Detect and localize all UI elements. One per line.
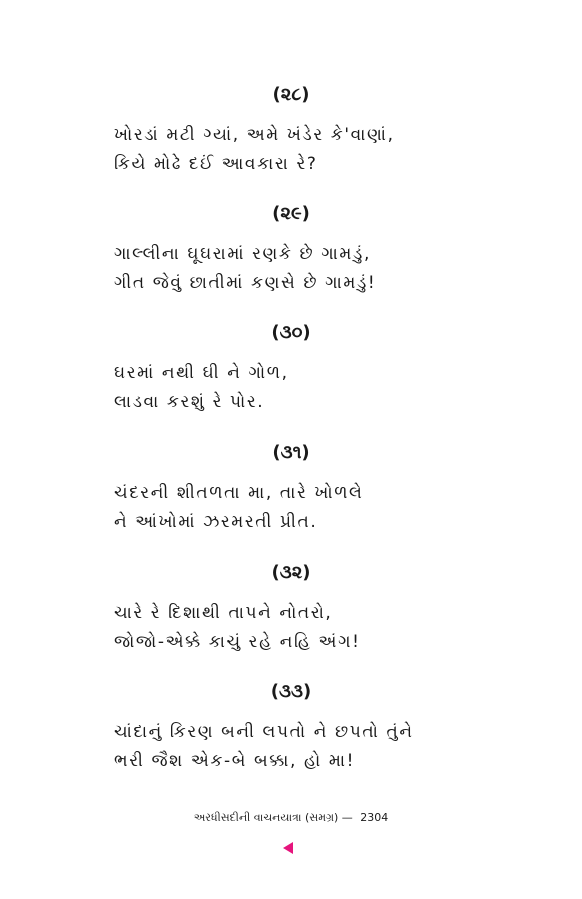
poem-line: ચારે રે દિશાથી તાપને નોતરો, [114, 603, 333, 623]
stanza-number: (૩૨) [271, 562, 311, 583]
poem-line: ખોરડાં મટી ગ્યાં, અમે ખંડેર કે'વાણાં, [114, 125, 395, 145]
stanza-number: (૩૧) [272, 442, 310, 463]
stanza-number: (૨૯) [272, 203, 310, 224]
page-footer [0, 811, 582, 825]
poem-line: ભરી જૈશ એક-બે બક્કા, હો મા! [114, 751, 356, 771]
poem-line: લાડવા કરશું રે પોર. [114, 392, 265, 412]
page-number: 2304 [360, 811, 389, 824]
poem-line: જોજો-એક્કે કાચું રહે નહિ અંગ! [114, 632, 361, 652]
poem-line: ને આંખોમાં ઝરમરતી પ્રીત. [114, 512, 318, 532]
poem-line: ઘરમાં નથી ઘી ને ગોળ, [114, 363, 289, 383]
poem-line: ચાંદાનું કિરણ બની લપતો ને છપતો તુંને [114, 722, 414, 742]
poem-line: કિયે મોઢે દઈં આવકારા રે? [114, 154, 318, 174]
poem-line: ચંદરની શીતળતા મા, તારે ખોળલે [114, 483, 364, 503]
poem-line: ગાલ્લીના ઘૂઘરામાં રણકે છે ગામડું, [114, 244, 371, 264]
footer-title: અરધીસદીની વાચનયાત્રા (સમગ્ર) — [193, 811, 353, 824]
stanza-number: (૩૩) [270, 681, 312, 702]
left-triangle-icon[interactable] [283, 842, 293, 854]
stanza-number: (૨૮) [272, 84, 310, 105]
stanza-number: (૩૦) [271, 322, 311, 343]
poem-line: ગીત જેવું છાતીમાં કણસે છે ગામડું! [114, 273, 377, 293]
